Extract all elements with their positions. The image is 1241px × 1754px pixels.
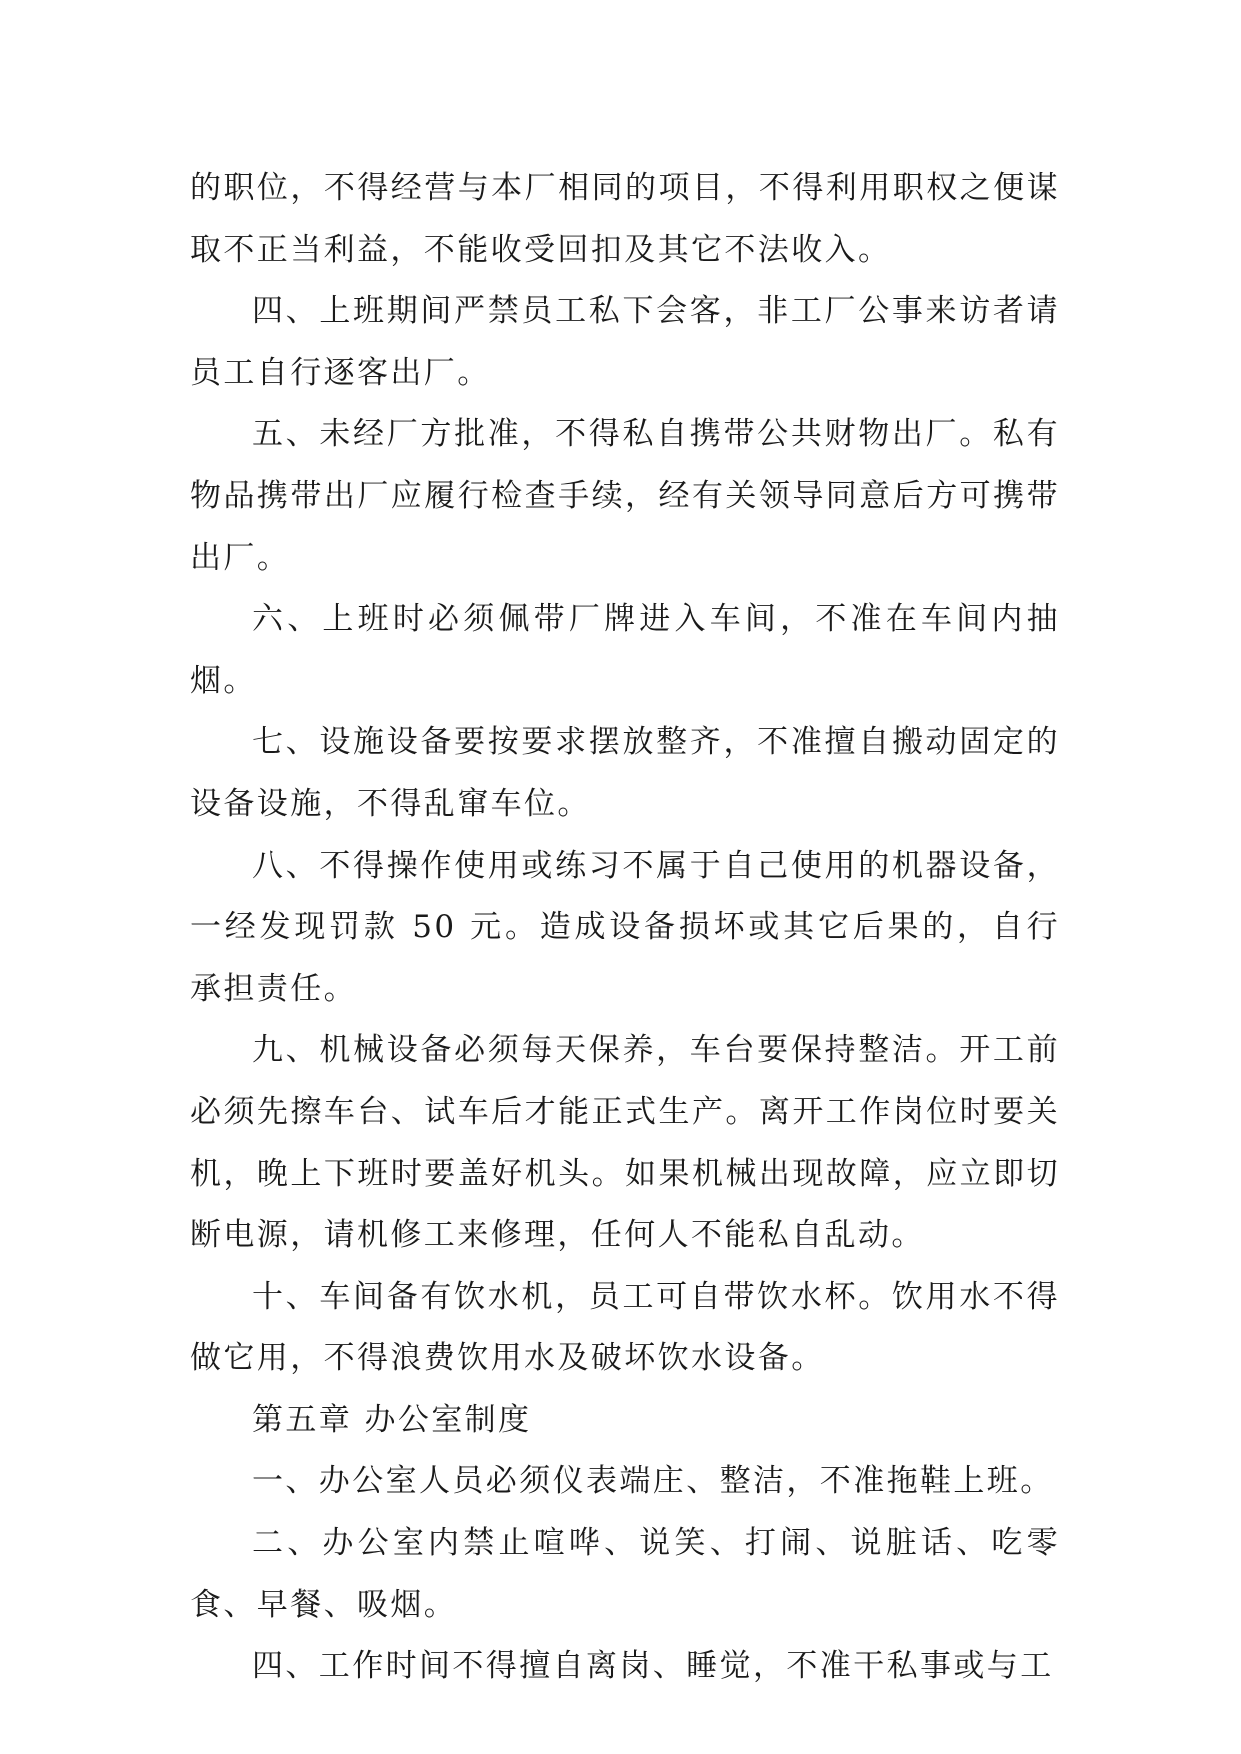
paragraph-office-2-conduct: 二、办公室内禁止喧哗、说笑、打闹、说脏话、吃零食、早餐、吸烟。 bbox=[190, 1525, 1060, 1623]
paragraph-office-1-appearance: 一、办公室人员必须仪表端庄、整洁，不准拖鞋上班。 bbox=[252, 1463, 1054, 1500]
paragraph-item-7-equipment: 七、设施设备要按要求摆放整齐，不准擅自搬动固定的设备设施，不得乱窜车位。 bbox=[190, 724, 1060, 822]
paragraph-item-10-water: 十、车间备有饮水机，员工可自带饮水杯。饮用水不得做它用，不得浪费饮用水及破坏饮水设备。 bbox=[190, 1278, 1060, 1377]
document-body bbox=[190, 158, 1060, 1698]
chapter-heading: 第五章 办公室制度 bbox=[252, 1401, 532, 1438]
paragraph-item-6-badge: 六、上班时必须佩带厂牌进入车间，不准在车间内抽烟。 bbox=[190, 601, 1060, 699]
paragraph-item-9-maintenance: 九、机械设备必须每天保养，车台要保持整洁。开工前必须先擦车台、试车后才能正式生产。离开工作岗位时要关机，晚上下班时要盖好机头。如果机械出现故障，应立即切断电源，请机修工来修理，任何人不能私自乱动。 bbox=[190, 1032, 1060, 1254]
paragraph-continuation: 的职位，不得经营与本厂相同的项目，不得利用职权之便谋取不正当利益，不能收受回扣及其它不法收入。 bbox=[190, 170, 1060, 268]
paragraph-office-4-worktime: 四、工作时间不得擅自离岗、睡觉，不准干私事或与工 bbox=[252, 1648, 1054, 1685]
paragraph-item-5-property: 五、未经厂方批准，不得私自携带公共财物出厂。私有物品携带出厂应履行检查手续，经有关领导同意后方可携带出厂。 bbox=[190, 416, 1060, 576]
paragraph-item-4-visitors: 四、上班期间严禁员工私下会客，非工厂公事来访者请员工自行逐客出厂。 bbox=[190, 293, 1060, 391]
paragraph-item-8-machines: 八、不得操作使用或练习不属于自己使用的机器设备，一经发现罚款 50 元。造成设备损坏或其它后果的，自行承担责任。 bbox=[190, 847, 1060, 1007]
